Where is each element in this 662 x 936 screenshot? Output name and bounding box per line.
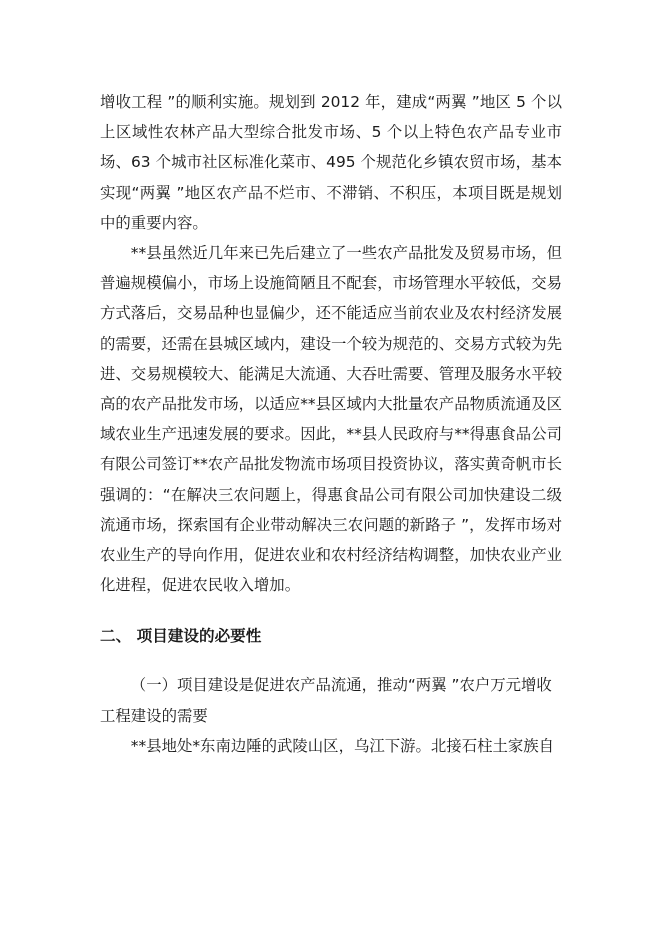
section-heading: 二、 项目建设的必要性: [100, 627, 262, 646]
spacer: [100, 651, 562, 670]
paragraph-county-market-background: **县虽然近几年来已先后建立了一些农产品批发及贸易市场，但普遍规模偏小，市场上设施简陋且不配套，市场管理水平较低，交易方式落后，交易品种也显偏少，还不能适应当前农业及农村经济发展的需要，还需在县城区域内，建设一个较为规范的、交易方式较为先进、交易规模较大、能满足大流通、大吞吐需要、管理及服务水平较高的农产品批发市场，以适应**县区域内大批量农产品物质流通及区域农业生产迅速发展的要求。因此，**县人民政府与**得惠食品公司有限公司签订**农产品批发物流市场项目投资协议，落实黄奇帆市长强调的：“在解决三农问题上，得惠食品公司有限公司加快建设二级流通市场，探索国有企业带动解决三农问题的新路子 ”，发挥市场对农业生产的导向作用，促进农业和农村经济结构调整，加快农业产业化进程，促进农民收入增加。: [100, 244, 562, 595]
subsection-heading: （一）项目建设是促进农产品流通，推动“两翼 ”农户万元增收工程建设的需要: [100, 676, 552, 725]
paragraph-county-location: **县地处*东南边陲的武陵山区，乌江下游。北接石柱土家族自: [130, 736, 555, 755]
paragraph-plan-continuation: 增收工程 ”的顺利实施。规划到 2012 年，建成“两翼 ”地区 5 个以上区域性农林产品大型综合批发市场、5 个以上特色农产品专业市场、63 个城市社区标准化菜市、495 个规范化乡镇农贸市场，基本实现“两翼 ”地区农产品不烂市、不滞销、不积压，本项目既是规划中的重要内容。: [100, 93, 562, 232]
document-body: [100, 87, 562, 761]
spacer: [100, 600, 562, 621]
